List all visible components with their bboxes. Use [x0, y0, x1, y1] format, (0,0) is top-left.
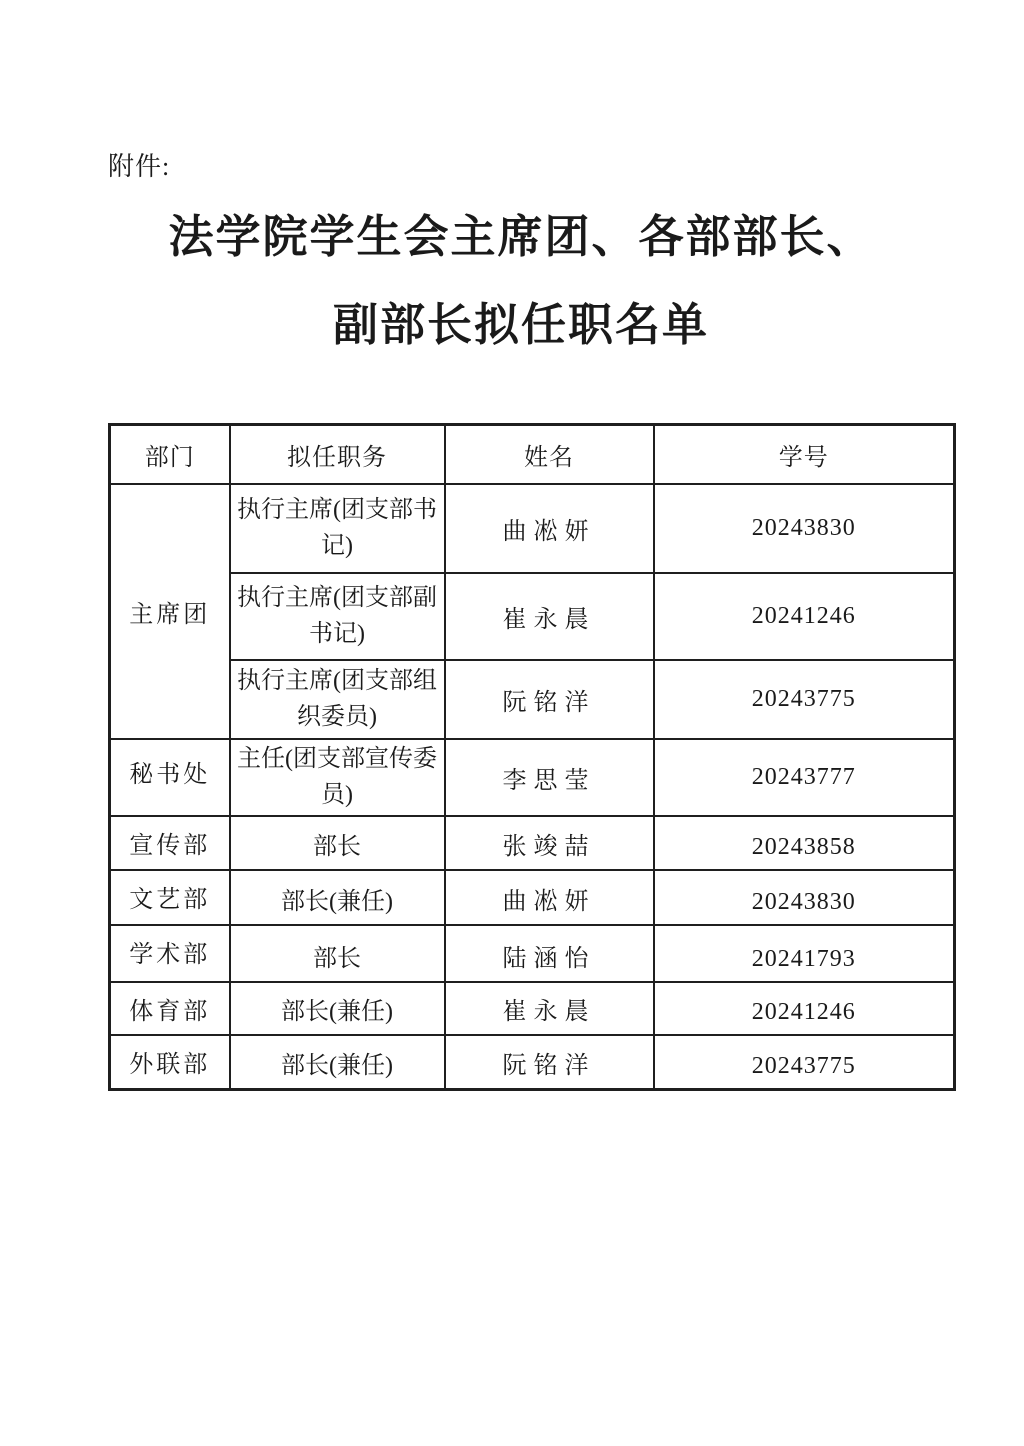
name-cell: 阮铭洋: [445, 1035, 654, 1090]
appointment-table: [108, 423, 956, 1091]
position-cell: 部长: [230, 816, 445, 870]
student-id-cell: 20241246: [654, 573, 955, 660]
table-row: [110, 484, 955, 573]
position-cell: 部长: [230, 925, 445, 982]
table-row: [110, 660, 955, 739]
department-cell: 文艺部: [110, 870, 230, 925]
position-cell: 主任(团支部宣传委员): [230, 739, 445, 816]
name-cell: 李思莹: [445, 739, 654, 816]
student-id-cell: 20243830: [654, 870, 955, 925]
name-cell: 曲凇妍: [445, 484, 654, 573]
department-cell: 主席团: [110, 484, 230, 739]
name-cell: 崔永晨: [445, 573, 654, 660]
table-row: [110, 1035, 955, 1090]
name-cell: 陆涵怡: [445, 925, 654, 982]
student-id-cell: 20243830: [654, 484, 955, 573]
position-cell: 部长(兼任): [230, 870, 445, 925]
student-id-cell: 20241793: [654, 925, 955, 982]
department-cell: 秘书处: [110, 739, 230, 816]
header-student-id: 学号: [654, 425, 955, 484]
table-header-row: [110, 425, 955, 484]
name-cell: 阮铭洋: [445, 660, 654, 739]
student-id-cell: 20243858: [654, 816, 955, 870]
student-id-cell: 20243775: [654, 660, 955, 739]
document-title: [108, 193, 934, 369]
table-row: [110, 816, 955, 870]
table-row: [110, 870, 955, 925]
position-cell: 部长(兼任): [230, 982, 445, 1035]
name-cell: 曲凇妍: [445, 870, 654, 925]
position-cell: 执行主席(团支部副书记): [230, 573, 445, 660]
table-row: [110, 573, 955, 660]
table-row: [110, 982, 955, 1035]
department-cell: 宣传部: [110, 816, 230, 870]
header-department: 部门: [110, 425, 230, 484]
title-line-2: 副部长拟任职名单: [332, 300, 709, 350]
name-cell: 崔永晨: [445, 982, 654, 1035]
department-cell: 体育部: [110, 982, 230, 1035]
position-cell: 执行主席(团支部组织委员): [230, 660, 445, 739]
header-position: 拟任职务: [230, 425, 445, 484]
department-cell: 外联部: [110, 1035, 230, 1090]
attachment-label: 附件:: [108, 152, 171, 181]
title-line-1: 法学院学生会主席团、各部部长、: [168, 212, 874, 262]
name-cell: 张竣喆: [445, 816, 654, 870]
student-id-cell: 20243775: [654, 1035, 955, 1090]
department-cell: 学术部: [110, 925, 230, 982]
student-id-cell: 20243777: [654, 739, 955, 816]
table-row: [110, 925, 955, 982]
student-id-cell: 20241246: [654, 982, 955, 1035]
position-cell: 执行主席(团支部书记): [230, 484, 445, 573]
table-row: [110, 739, 955, 816]
header-name: 姓名: [445, 425, 654, 484]
position-cell: 部长(兼任): [230, 1035, 445, 1090]
